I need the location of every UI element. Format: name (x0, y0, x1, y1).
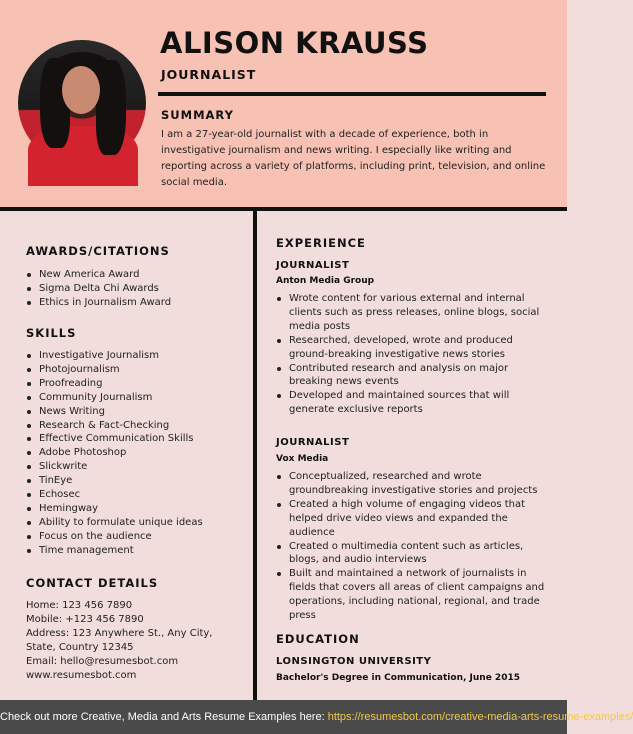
list-item: Conceptualized, researched and wrote groundbreaking investigative stories and projects (276, 470, 546, 498)
footer-banner (0, 700, 633, 734)
list-item: Echosec (26, 488, 248, 502)
candidate-name: ALISON KRAUSS (160, 26, 429, 60)
candidate-title: JOURNALIST (161, 67, 257, 82)
awards-list (26, 268, 248, 310)
awards-heading: AWARDS/CITATIONS (26, 244, 170, 258)
list-item: Sigma Delta Chi Awards (26, 282, 248, 296)
skills-list (26, 349, 248, 558)
list-item: Ability to formulate unique ideas (26, 516, 248, 530)
list-item: Research & Fact-Checking (26, 419, 248, 433)
summary-text: I am a 27-year-old journalist with a decade of experience, both in investigative journalism and news writing. I especially like writing and reporting across a variety of platforms, including print, television, and online social media. (161, 129, 546, 188)
banner-text: Check out more Creative, Media and Arts Resume Examples here: (0, 711, 328, 723)
list-item: Slickwrite (26, 460, 248, 474)
list-item: News Writing (26, 405, 248, 419)
contact-website: www.resumesbot.com (26, 670, 137, 681)
list-item: Photojournalism (26, 363, 248, 377)
profile-photo (18, 40, 146, 166)
list-item: Proofreading (26, 377, 248, 391)
section-divider-horizontal (0, 207, 567, 211)
contact-heading: CONTACT DETAILS (26, 576, 159, 590)
section-divider-vertical (253, 210, 257, 700)
list-item: Adobe Photoshop (26, 446, 248, 460)
job-title: JOURNALIST (276, 437, 350, 448)
header-divider (158, 92, 546, 96)
education-heading: EDUCATION (276, 632, 360, 646)
list-item: Developed and maintained sources that will generate exclusive reports (276, 389, 546, 417)
job-bullets (276, 470, 546, 623)
list-item: Focus on the audience (26, 530, 248, 544)
job-company: Vox Media (276, 454, 329, 464)
photo-face (62, 66, 100, 114)
list-item: Created a high volume of engaging videos that helped drive video views and expanded the audience (276, 498, 546, 540)
resume-header (0, 0, 567, 208)
contact-email: Email: hello@resumesbot.com (26, 656, 179, 667)
list-item: Investigative Journalism (26, 349, 248, 363)
list-item: Created o multimedia content such as articles, blogs, and audio interviews (276, 540, 546, 568)
skills-heading: SKILLS (26, 326, 77, 340)
list-item: Time management (26, 544, 248, 558)
list-item: Researched, developed, wrote and produced ground-breaking investigative news stories (276, 334, 546, 362)
contact-details (26, 599, 212, 683)
banner-link[interactable]: https://resumesbot.com/creative-media-arts-resume-examples/ (327, 711, 633, 723)
experience-heading: EXPERIENCE (276, 236, 366, 250)
job-bullets (276, 292, 546, 417)
list-item: Hemingway (26, 502, 248, 516)
list-item: Effective Communication Skills (26, 432, 248, 446)
job-company: Anton Media Group (276, 276, 375, 286)
list-item: Built and maintained a network of journalists in fields that covers all areas of client campaigns and operations, including national, regional, and trade press (276, 567, 546, 623)
summary-heading: SUMMARY (161, 108, 234, 122)
contact-address-line-1: Address: 123 Anywhere St., Any City, (26, 628, 213, 639)
list-item: New America Award (26, 268, 248, 282)
education-degree: Bachelor's Degree in Communication, June 2015 (276, 673, 520, 683)
education-school: LONSINGTON UNIVERSITY (276, 656, 432, 667)
job-title: JOURNALIST (276, 260, 350, 271)
list-item: Contributed research and analysis on major breaking news events (276, 362, 546, 390)
contact-home: Home: 123 456 7890 (26, 600, 133, 611)
list-item: Wrote content for various external and internal clients such as press releases, online blogs, social media posts (276, 292, 546, 334)
contact-address-line-2: State, Country 12345 (26, 642, 134, 653)
list-item: TinEye (26, 474, 248, 488)
contact-mobile: Mobile: +123 456 7890 (26, 614, 144, 625)
list-item: Community Journalism (26, 391, 248, 405)
list-item: Ethics in Journalism Award (26, 296, 248, 310)
